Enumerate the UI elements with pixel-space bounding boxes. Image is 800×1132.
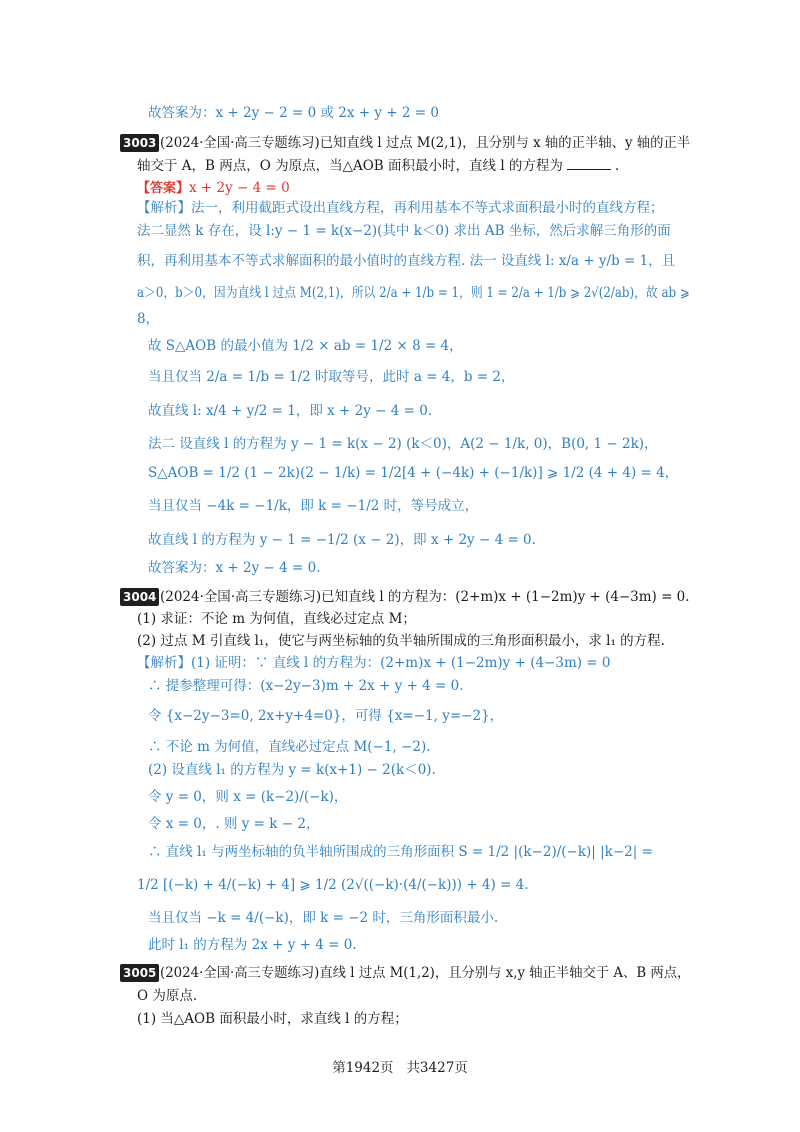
question-text: (2024·全国·高三专题练习)已知直线 l 过点 M(2,1)，且分别与 x 轴的正半轴、y 轴的正半 [160,135,691,151]
analysis-line: 积，再利用基本不等式求解面积的最小值时的直线方程. 法一 设直线 l: x/a + y/b = 1，且 [137,253,676,269]
question-text: (2024·全国·高三专题练习)已知直线 l 的方程为：(2+m)x + (1−2m)y + (4−3m) = 0. [160,589,690,605]
analysis-line: 故直线 l: x/4 + y/2 = 1，即 x + 2y − 4 = 0. [148,403,433,419]
answer-blank [567,157,611,170]
analysis-line: ∴ 不论 m 为何值，直线必过定点 M(−1, −2). [148,739,431,755]
question-number-badge: 3004 [120,588,159,606]
question-text: (1) 求证：不论 m 为何值，直线必过定点 M； [137,611,416,627]
analysis-line: 令 y = 0，则 x = (k−2)/(−k)， [148,789,348,805]
question-text: (1) 当△AOB 面积最小时，求直线 l 的方程； [137,1011,408,1027]
question-text: (2024·全国·高三专题练习)直线 l 过点 M(1,2)，且分别与 x,y 轴正半轴交于 A、B 两点， [160,965,691,981]
analysis-line: 法二 设直线 l 的方程为 y − 1 = k(x − 2) (k＜0)，A(2 − 1/k, 0)，B(0, 1 − 2k)， [148,436,658,452]
analysis-line: 令 {x−2y−3=0, 2x+y+4=0}，可得 {x=−1, y=−2}， [148,708,504,724]
question-text-end: . [614,158,620,174]
answer-line [137,179,290,198]
analysis-line: S△AOB = 1/2 (1 − 2k)(2 − 1/k) = 1/2[4 + (−4k) + (−1/k)] ⩾ 1/2 (4 + 4) = 4， [148,465,679,481]
analysis-line: 故直线 l 的方程为 y − 1 = −1/2 (x − 2)，即 x + 2y − 4 = 0. [148,532,536,548]
question-text: (2) 过点 M 引直线 l₁，使它与两坐标轴的负半轴所围成的三角形面积最小，求 l₁ 的方程. [137,633,665,649]
analysis-line: 令 x = 0，. 则 y = k − 2， [148,816,320,832]
page-footer [0,1056,800,1076]
analysis-line: 1/2 [(−k) + 4/(−k) + 4] ⩾ 1/2 (2√((−k)·(4/(−k))) + 4) = 4. [137,877,529,893]
question-number-badge: 3003 [120,134,159,152]
question-text [137,157,619,175]
total-pages: 共3427页 [406,1060,468,1076]
analysis-line: ∴ 直线 l₁ 与两坐标轴的负半轴所围成的三角形面积 S = 1/2 |(k−2)/(−k)| |k−2| = [148,844,653,860]
analysis-line: 故答案为：x + 2y − 4 = 0. [148,560,321,576]
question-text: O 为原点. [137,988,198,1004]
analysis-line: (2) 设直线 l₁ 的方程为 y = k(x+1) − 2(k＜0). [148,762,436,778]
page-number: 第1942页 [332,1060,394,1076]
answer-value: x + 2y − 4 = 0 [189,180,290,196]
analysis-line: 故 S△AOB 的最小值为 1/2 × ab = 1/2 × 8 = 4， [148,338,463,354]
analysis-line: 此时 l₁ 的方程为 2x + y + 4 = 0. [148,937,357,953]
analysis-line: 【解析】法一，利用截距式设出直线方程，再利用基本不等式求面积最小时的直线方程； [137,200,664,216]
analysis-line: 法二显然 k 存在，设 l:y − 1 = k(x−2)(其中 k＜0) 求出 AB 坐标，然后求解三角形的面 [137,223,671,239]
analysis-line: 【解析】(1) 证明：∵ 直线 l 的方程为：(2+m)x + (1−2m)y + (4−3m) = 0 [137,655,611,671]
question-text-part: 轴交于 A，B 两点，O 为原点，当△AOB 面积最小时，直线 l 的方程为 [137,158,563,174]
analysis-line: 当且仅当 −k = 4/(−k)，即 k = −2 时，三角形面积最小. [148,910,499,926]
analysis-line: 8， [137,311,160,327]
analysis-line: ∴ 提参整理可得：(x−2y−3)m + 2x + y + 4 = 0. [148,678,464,694]
answer-tag: 【答案】 [137,181,190,196]
analysis-line: a＞0，b＞0，因为直线 l 过点 M(2,1)，所以 2/a + 1/b = 1，则 1 = 2/a + 1/b ⩾ 2√(2/ab)，故 ab ⩾ [137,285,690,301]
previous-answer: 故答案为：x + 2y − 2 = 0 或 2x + y + 2 = 0 [148,105,439,121]
analysis-line: 当且仅当 2/a = 1/b = 1/2 时取等号，此时 a = 4，b = 2， [148,369,515,385]
analysis-line: 当且仅当 −4k = −1/k，即 k = −1/2 时，等号成立， [148,498,479,514]
question-number-badge: 3005 [120,964,159,982]
